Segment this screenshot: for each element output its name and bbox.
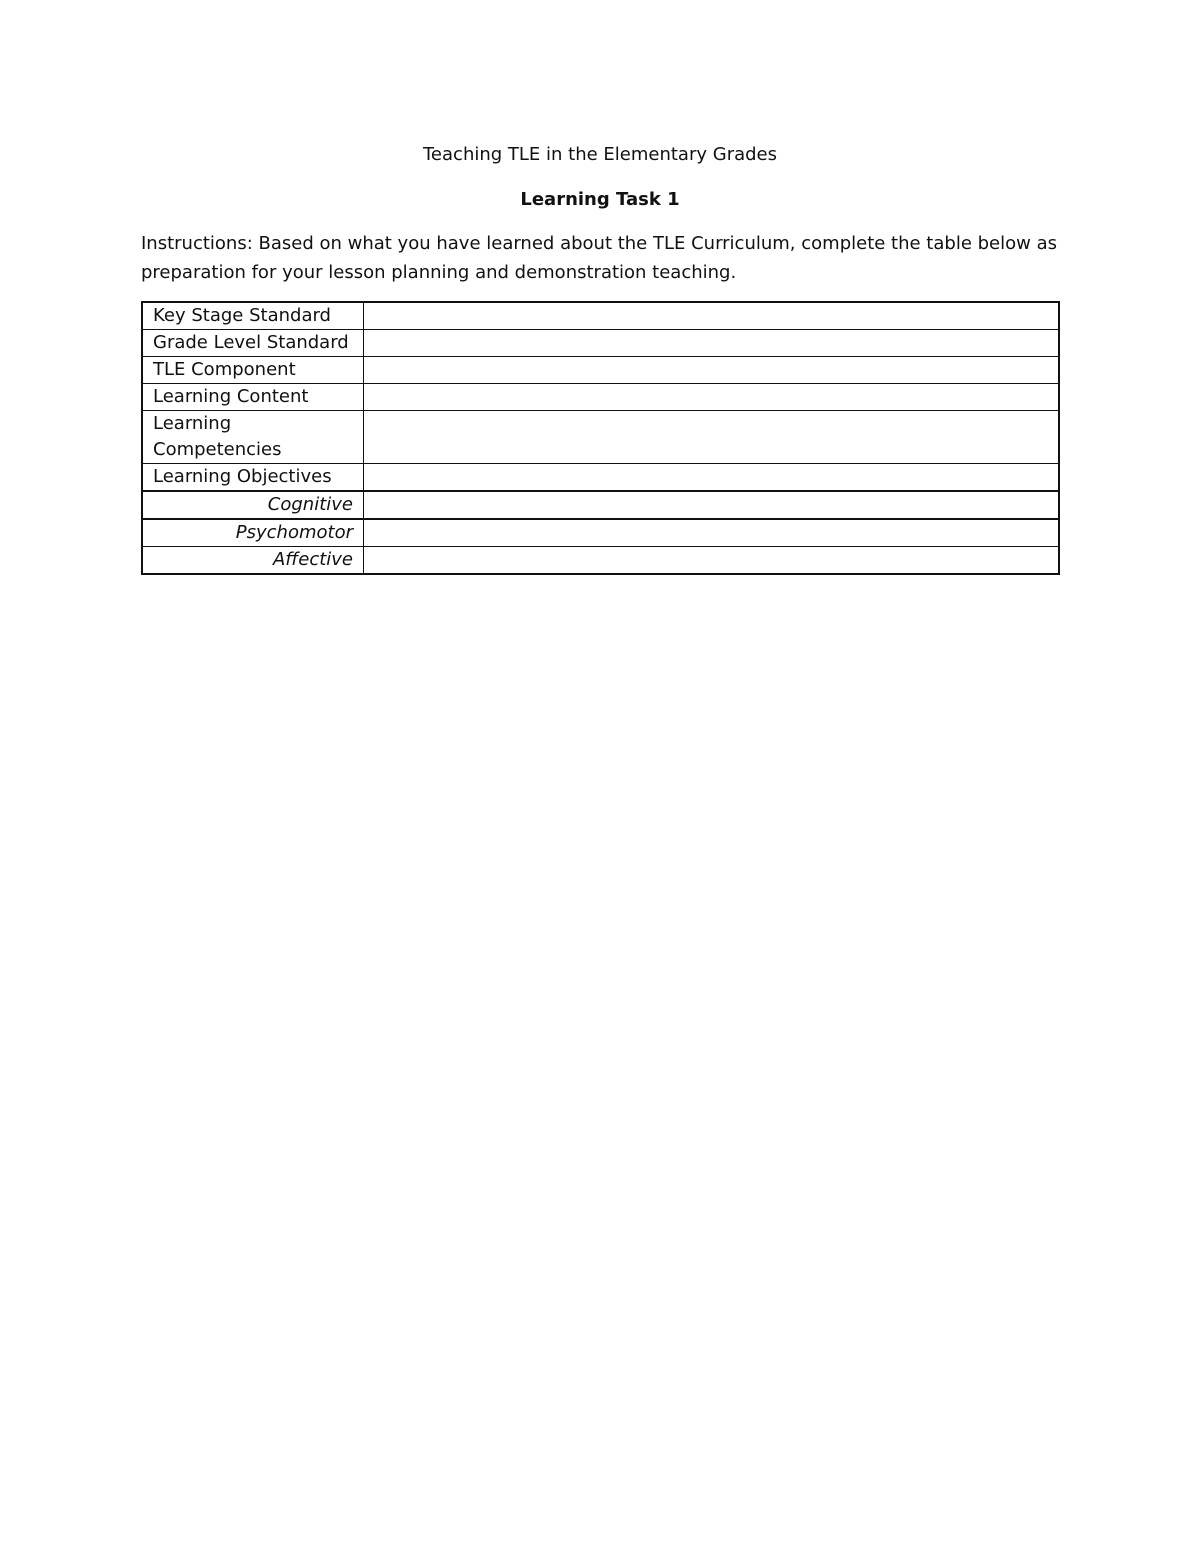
table-row — [142, 464, 1059, 492]
row-answer-cell[interactable] — [364, 491, 1060, 519]
row-answer-cell[interactable] — [364, 547, 1060, 575]
table-row — [142, 411, 1059, 464]
row-label: Key Stage Standard — [142, 302, 364, 330]
table-row — [142, 519, 1059, 547]
row-label: Cognitive — [142, 491, 364, 519]
row-label: Grade Level Standard — [142, 330, 364, 357]
row-answer-cell[interactable] — [364, 411, 1060, 464]
row-answer-cell[interactable] — [364, 330, 1060, 357]
table-row — [142, 357, 1059, 384]
table-row — [142, 302, 1059, 330]
table-row — [142, 491, 1059, 519]
row-label: TLE Component — [142, 357, 364, 384]
task-title: Learning Task 1 — [520, 189, 680, 210]
row-label: Learning Competencies — [142, 411, 364, 464]
row-label: Learning Objectives — [142, 464, 364, 492]
instructions-text: Instructions: Based on what you have learned about the TLE Curriculum, complete the table below as preparation for your lesson planning and demonstration teaching. — [141, 233, 1057, 283]
table-row — [142, 547, 1059, 575]
row-answer-cell[interactable] — [364, 464, 1060, 492]
table-row — [142, 384, 1059, 411]
learning-task-table — [141, 301, 1060, 575]
document-title: Teaching TLE in the Elementary Grades — [423, 144, 777, 165]
table-row — [142, 330, 1059, 357]
row-answer-cell[interactable] — [364, 302, 1060, 330]
row-label: Learning Content — [142, 384, 364, 411]
row-label: Psychomotor — [142, 519, 364, 547]
row-answer-cell[interactable] — [364, 357, 1060, 384]
row-label: Affective — [142, 547, 364, 575]
row-answer-cell[interactable] — [364, 519, 1060, 547]
row-answer-cell[interactable] — [364, 384, 1060, 411]
